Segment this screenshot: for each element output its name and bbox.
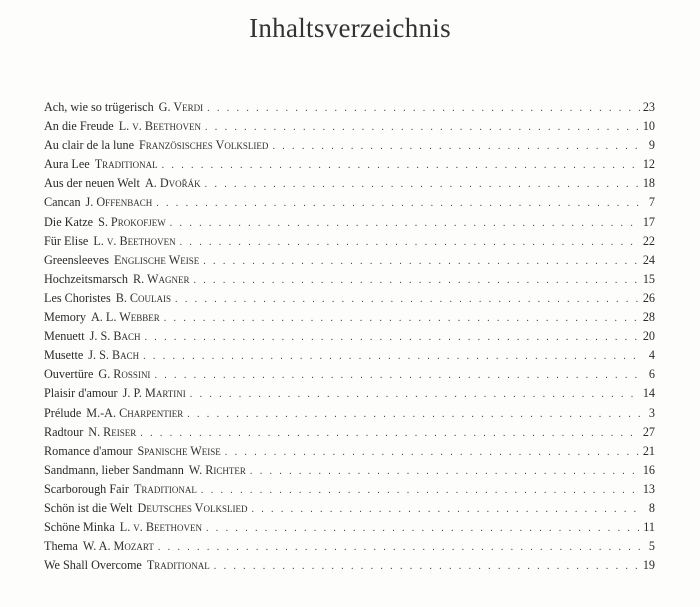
toc-entry-title: An die Freude [44,119,114,134]
toc-entry[interactable] [44,327,655,346]
toc-entry[interactable] [44,98,655,117]
toc-entry-title: Thema [44,539,78,554]
dot-leader [205,175,640,194]
toc-entry-page-number: 4 [648,348,655,363]
toc-entry-title: Cancan [44,195,81,210]
toc-entry-page-number: 8 [648,500,655,515]
toc-entry-page-number: 23 [642,100,655,114]
toc-entry-composer: L. v. Beethoven [118,119,201,134]
toc-entry[interactable] [44,213,655,232]
dot-leader [140,424,640,443]
dot-leader [156,194,640,213]
toc-entry-page-number: 18 [642,176,655,191]
toc-entry-title: Scarborough Fair [44,481,129,496]
dot-leader [175,290,640,309]
toc-entry-composer: Traditional [94,157,158,172]
toc-entry-composer: B. Coulais [115,290,172,305]
toc-entry-composer: Spanische Weise [137,443,221,458]
toc-entry[interactable] [44,556,655,575]
dot-leader [190,385,640,404]
toc-entry[interactable] [44,155,655,174]
toc-entry-title: Schön ist die Welt [44,500,133,515]
toc-entry-composer: N. Reiser [88,424,137,439]
toc-entry-page-number: 26 [642,290,655,305]
toc-entry-page-number: 6 [648,367,655,382]
toc-entry-title: Ouvertüre [44,367,94,382]
toc-entry-page-number: 12 [642,157,655,172]
toc-entry-title: Ach, wie so trügerisch [44,100,154,114]
toc-entry-title: Schöne Minka [44,520,115,535]
toc-entry-page-number: 3 [648,405,655,420]
dot-leader [201,481,640,500]
toc-entry-title: Die Katze [44,214,94,229]
toc-entry-title: Aura Lee [44,157,90,172]
toc-entry-page-number: 27 [642,424,655,439]
toc-entry-composer: A. Dvořák [144,176,201,191]
toc-entry-composer: Englische Weise [113,252,200,267]
dot-leader [143,347,640,366]
toc-entry-composer: L. v. Beethoven [119,520,202,535]
toc-entry[interactable] [44,289,655,308]
toc-entry-page-number: 17 [642,214,655,229]
toc-entry-page-number: 24 [642,252,655,267]
toc-entry-page-number: 10 [642,119,655,134]
dot-leader [203,252,640,271]
toc-entry-page-number: 20 [642,329,655,344]
toc-entry[interactable] [44,308,655,327]
dot-leader [162,156,640,175]
toc-entry[interactable] [44,365,655,384]
dot-leader [144,328,639,347]
toc-entry-page-number: 14 [642,386,655,401]
dot-leader [170,214,640,233]
toc-entry-page-number: 13 [642,481,655,496]
dot-leader [193,271,639,290]
toc-entry-title: Les Choristes [44,290,111,305]
toc-entry-composer: G. Verdi [158,100,204,114]
toc-entry-title: Sandmann, lieber Sandmann [44,462,184,477]
toc-entry-composer: Deutsches Volkslied [137,500,248,515]
toc-entry-composer: G. Rossini [98,367,151,382]
toc-entry[interactable] [44,384,655,403]
toc-entry-composer: S. Prokofjew [98,214,166,229]
toc-entry-composer: Französisches Volkslied [139,138,269,153]
toc-entry[interactable] [44,232,655,251]
toc-entry[interactable] [44,270,655,289]
toc-entry-composer: J. S. Bach [88,348,140,363]
toc-entry-title: Für Elise [44,233,89,248]
toc-entry-title: Greensleeves [44,252,109,267]
dot-leader [214,557,640,576]
toc-entry[interactable] [44,423,655,442]
toc-entry-composer: J. S. Bach [89,329,141,344]
toc-entry-title: Memory [44,310,86,325]
toc-entry-composer: W. Richter [188,462,246,477]
toc-entry-title: Romance d'amour [44,443,133,458]
toc-entry-composer: A. L. Webber [90,310,160,325]
toc-entry-page-number: 11 [643,520,655,535]
toc-entry-page-number: 16 [642,462,655,477]
toc-entry[interactable] [44,461,655,480]
dot-leader [158,538,640,557]
toc-entry-composer: Traditional [133,481,197,496]
toc-entry-title: Au clair de la lune [44,138,135,153]
table-of-contents [44,98,655,575]
toc-entry-composer: W. A. Mozart [82,539,154,554]
dot-leader [205,118,640,137]
toc-entry-composer: M.-A. Charpentier [86,405,184,420]
toc-entry-page-number: 22 [642,233,655,248]
toc-entry-title: Prélude [44,405,82,420]
dot-leader [225,443,640,462]
toc-entry-composer: J. Offenbach [85,195,153,210]
toc-entry[interactable] [44,442,655,461]
toc-entry-page-number: 15 [642,271,655,286]
toc-entry-composer: R. Wagner [132,271,190,286]
toc-entry-title: Musette [44,348,84,363]
toc-entry-page-number: 5 [648,539,655,554]
toc-entry-page-number: 28 [642,310,655,325]
toc-entry[interactable] [44,404,655,423]
toc-entry[interactable] [44,174,655,193]
toc-entry-title: We Shall Overcome [44,558,142,573]
toc-entry-title: Radtour [44,424,84,439]
toc-entry[interactable] [44,537,655,556]
dot-leader [180,233,640,252]
dot-leader [164,309,640,328]
dot-leader [154,366,640,385]
toc-entry-page-number: 21 [642,443,655,458]
toc-entry-composer: L. v. Beethoven [93,233,176,248]
toc-entry[interactable] [44,499,655,518]
toc-entry[interactable] [44,480,655,499]
page-title: Inhaltsverzeichnis [249,13,451,43]
toc-entry-title: Plaisir d'amour [44,386,118,401]
toc-entry[interactable] [44,117,655,136]
dot-leader [251,500,640,519]
toc-entry[interactable] [44,193,655,212]
dot-leader [250,462,640,481]
dot-leader [206,519,640,538]
toc-entry[interactable] [44,251,655,270]
toc-entry-title: Menuett [44,329,85,344]
toc-entry[interactable] [44,518,655,537]
toc-entry-page-number: 9 [648,138,655,153]
toc-entry-composer: Traditional [146,558,210,573]
dot-leader [187,405,640,424]
toc-entry[interactable] [44,346,655,365]
toc-entry[interactable] [44,136,655,155]
toc-entry-composer: J. P. Martini [122,386,186,401]
toc-entry-title: Hochzeitsmarsch [44,271,128,286]
dot-leader [272,137,640,156]
toc-entry-page-number: 19 [642,558,655,573]
toc-entry-title: Aus der neuen Welt [44,176,140,191]
toc-entry-page-number: 7 [648,195,655,210]
dot-leader [207,99,640,118]
